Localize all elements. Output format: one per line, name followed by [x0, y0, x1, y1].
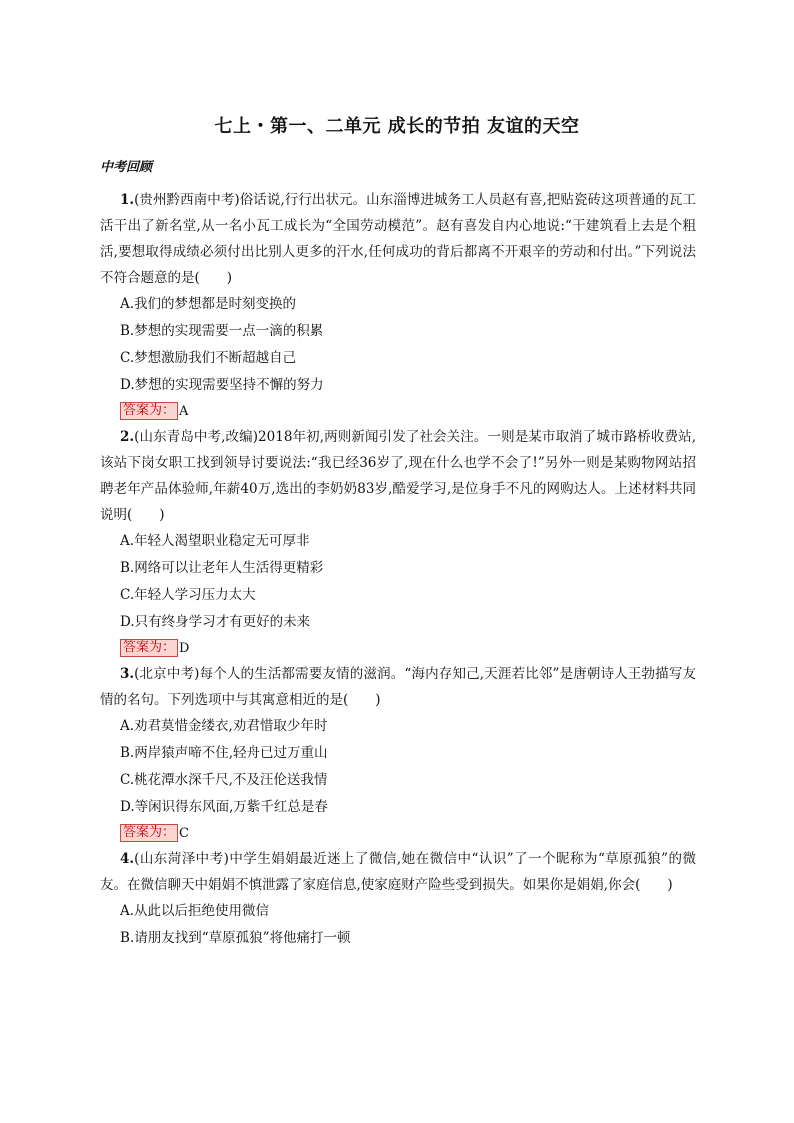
answer-value: D [179, 640, 190, 656]
option-a: A.劝君莫惜金缕衣,劝君惜取少年时 [120, 718, 328, 734]
option-b: B.网络可以让老年人生活得更精彩 [120, 560, 324, 576]
option-a: A.从此以后拒绝使用微信 [120, 903, 270, 919]
page-title: 七上・第一、二单元 成长的节拍 友谊的天空 [214, 116, 580, 137]
question-list [100, 187, 696, 952]
question-number: 2. [120, 429, 135, 445]
question-text: (山东菏泽中考)中学生娟娟最近迷上了微信,她在微信中“认识”了一个昵称为“草原孤狼”的微友。在微信聊天中娟娟不慎泄露了家庭信息,使家庭财产险些受到损失。如果你是娟娟,你会( ) [100, 851, 696, 893]
section-heading: 中考回顾 [100, 160, 153, 175]
answer-label: 答案为： [120, 824, 178, 842]
answer-row [100, 822, 696, 844]
option-d: D.只有终身学习才有更好的未来 [120, 614, 311, 630]
option-b: B.两岸猿声啼不住,轻舟已过万重山 [120, 745, 328, 761]
answer-row [100, 637, 696, 659]
answer-value: C [179, 825, 189, 841]
question-text: (贵州黔西南中考)俗话说,行行出状元。山东淄博进城务工人员赵有喜,把贴瓷砖这项普通的瓦工活干出了新名堂,从一名小瓦工成长为“全国劳动模范”。赵有喜发自内心地说:“干建筑看上去是个粗活,要想取得成绩必须付出比别人更多的汗水,任何成功的背后都离不开艰辛的劳动和付出。”下列说法不符合题意的是( ) [100, 192, 696, 286]
answer-label: 答案为： [120, 402, 178, 420]
option-d: D.梦想的实现需要坚持不懈的努力 [120, 377, 324, 393]
question-number: 3. [120, 666, 135, 682]
question-3 [100, 661, 696, 844]
question-stem [100, 846, 696, 898]
question-number: 4. [120, 851, 135, 867]
question-text: (北京中考)每个人的生活都需要友情的滋润。“海内存知己,天涯若比邻”是唐朝诗人王勃描写友情的名句。下列选项中与其寓意相近的是( ) [100, 666, 696, 708]
question-stem [100, 187, 696, 291]
question-2 [100, 424, 696, 659]
option-a: A.年轻人渴望职业稳定无可厚非 [120, 533, 310, 549]
option-c: C.桃花潭水深千尺,不及汪伦送我情 [120, 772, 328, 788]
question-number: 1. [120, 192, 135, 208]
answer-value: A [179, 403, 189, 419]
option-a: A.我们的梦想都是时刻变换的 [120, 296, 297, 312]
question-stem [100, 661, 696, 713]
answer-row [100, 400, 696, 422]
option-d: D.等闲识得东风面,万紫千红总是春 [120, 799, 328, 815]
option-b: B.请朋友找到“草原孤狼”将他痛打一顿 [120, 930, 351, 946]
question-text: (山东青岛中考,改编)2018年初,两则新闻引发了社会关注。一则是某市取消了城市路桥收费站,该站下岗女职工找到领导讨要说法:“我已经36岁了,现在什么也学不会了!”另外一则是某购物网站招聘老年产品体验师,年薪40万,选出的李奶奶83岁,酷爱学习,是位身手不凡的网购达人。上述材料共同说明( ) [100, 429, 696, 523]
question-stem [100, 424, 696, 528]
option-c: C.年轻人学习压力太大 [120, 587, 256, 603]
question-4 [100, 846, 696, 952]
answer-label: 答案为： [120, 639, 178, 657]
option-b: B.梦想的实现需要一点一滴的积累 [120, 323, 324, 339]
option-c: C.梦想激励我们不断超越自己 [120, 350, 297, 366]
question-1 [100, 187, 696, 422]
